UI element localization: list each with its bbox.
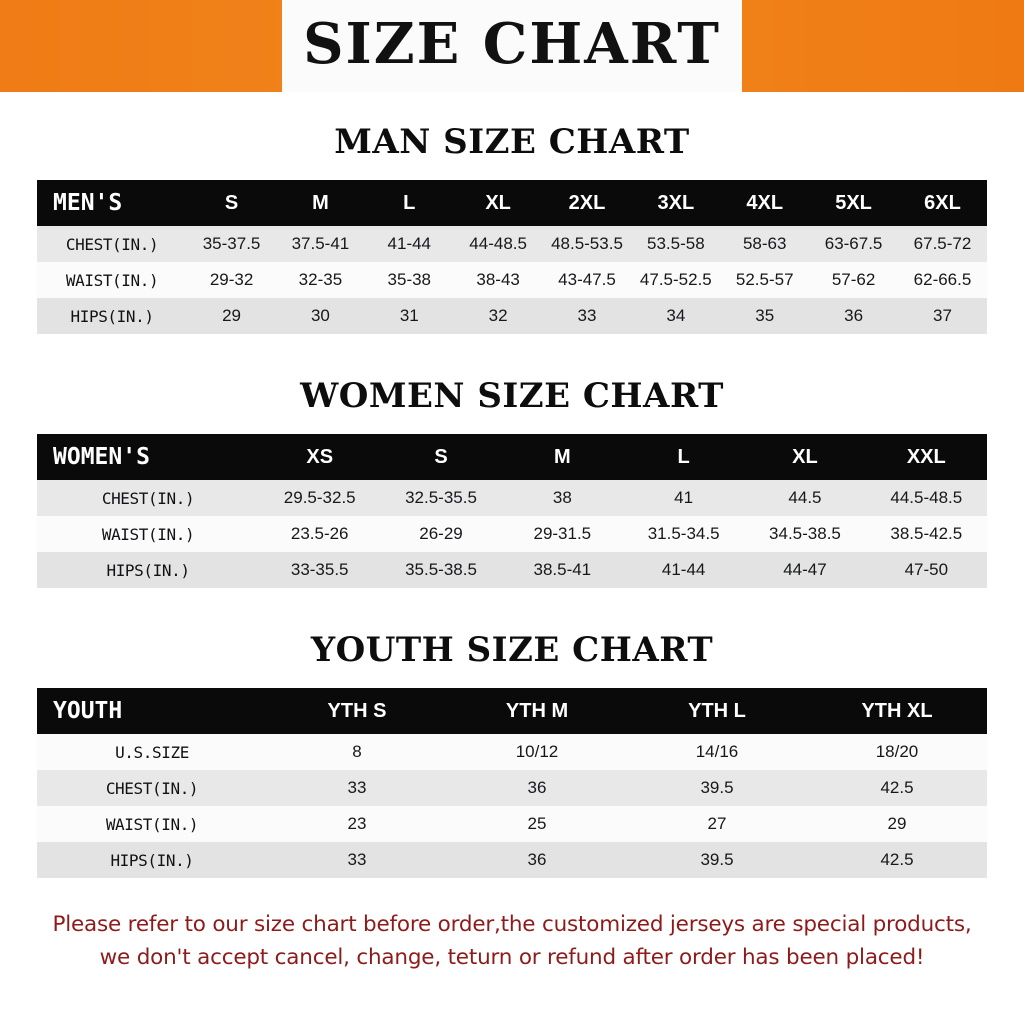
women-col-m: M <box>553 445 571 468</box>
table-cell: 29 <box>887 814 907 833</box>
table-row <box>37 552 987 588</box>
footer-line-1: Please refer to our size chart before order,the customized jerseys are special products, <box>52 912 972 937</box>
youth-row-label-hips: HIPS(IN.) <box>110 850 194 870</box>
table-cell: 30 <box>310 306 330 325</box>
men-col-l: L <box>403 191 416 214</box>
table-cell: 44-48.5 <box>469 234 527 253</box>
table-row <box>37 480 987 516</box>
table-cell: 33 <box>577 306 597 325</box>
table-cell: 36 <box>844 306 864 325</box>
men-row-label-waist: WAIST(IN.) <box>65 270 159 290</box>
table-cell: 25 <box>527 814 547 833</box>
table-cell: 32-35 <box>298 270 343 289</box>
table-cell: 31 <box>399 306 419 325</box>
men-row-label-chest: CHEST(IN.) <box>65 234 159 254</box>
table-cell: 37 <box>933 306 952 325</box>
table-cell: 10/12 <box>515 742 559 761</box>
header-banner <box>0 0 1024 92</box>
women-row-label-hips: HIPS(IN.) <box>106 560 190 580</box>
youth-size-table <box>37 688 987 878</box>
youth-row-label-waist: WAIST(IN.) <box>105 814 199 834</box>
men-col-6xl: 6XL <box>924 191 961 214</box>
table-cell: 33 <box>347 778 367 797</box>
table-cell: 35-38 <box>387 270 432 289</box>
table-cell: 63-67.5 <box>824 234 883 253</box>
table-cell: 29-32 <box>209 270 254 289</box>
men-col-xl: XL <box>485 191 511 214</box>
table-cell: 57-62 <box>831 270 876 289</box>
table-cell: 35-37.5 <box>202 234 261 253</box>
youth-row-label-ussize: U.S.SIZE <box>115 742 189 762</box>
women-col-l: L <box>677 445 690 468</box>
footer-disclaimer <box>32 908 992 975</box>
men-size-table-wrap <box>37 180 987 334</box>
youth-section-heading: YOUTH SIZE CHART <box>310 630 714 670</box>
page-title: SIZE CHART <box>303 11 721 77</box>
table-row <box>37 770 987 806</box>
table-header-row <box>37 688 987 734</box>
table-cell: 38 <box>552 488 572 507</box>
table-cell: 31.5-34.5 <box>647 524 720 543</box>
table-cell: 44-47 <box>783 560 827 579</box>
table-cell: 42.5 <box>880 850 914 869</box>
table-cell: 41-44 <box>387 234 432 253</box>
women-row-label-chest: CHEST(IN.) <box>101 488 195 508</box>
table-cell: 26-29 <box>419 524 463 543</box>
table-header-row <box>37 434 987 480</box>
table-cell: 29 <box>222 306 242 325</box>
table-cell: 29.5-32.5 <box>283 488 356 507</box>
women-size-table <box>37 434 987 588</box>
table-cell: 18/20 <box>875 742 919 761</box>
table-cell: 47.5-52.5 <box>639 270 712 289</box>
men-corner-label: MEN'S <box>53 190 123 216</box>
men-col-3xl: 3XL <box>657 191 695 214</box>
table-cell: 37.5-41 <box>291 234 350 253</box>
youth-col-m: YTH M <box>505 699 569 722</box>
men-col-2xl: 2XL <box>568 191 606 214</box>
table-cell: 42.5 <box>880 778 914 797</box>
table-cell: 44.5-48.5 <box>890 488 963 507</box>
youth-col-s: YTH S <box>327 699 387 722</box>
table-cell: 36 <box>527 778 547 797</box>
youth-col-xl: YTH XL <box>861 699 933 722</box>
table-cell: 44.5 <box>788 488 822 507</box>
table-cell: 33-35.5 <box>290 560 349 579</box>
women-size-table-wrap <box>37 434 987 588</box>
table-cell: 35 <box>755 306 775 325</box>
table-cell: 41 <box>674 488 694 507</box>
table-row <box>37 226 987 262</box>
table-cell: 23.5-26 <box>290 524 349 543</box>
table-cell: 52.5-57 <box>735 270 794 289</box>
youth-size-table-wrap <box>37 688 987 878</box>
table-row <box>37 806 987 842</box>
table-header-row <box>37 180 987 226</box>
table-row <box>37 262 987 298</box>
table-row <box>37 734 987 770</box>
table-row <box>37 842 987 878</box>
women-col-xs: XS <box>306 445 334 468</box>
women-col-xxl: XXL <box>906 445 946 468</box>
youth-row-label-chest: CHEST(IN.) <box>105 778 199 798</box>
table-cell: 62-66.5 <box>913 270 972 289</box>
women-section-heading: WOMEN SIZE CHART <box>300 376 724 416</box>
women-row-label-waist: WAIST(IN.) <box>101 524 195 544</box>
table-cell: 41-44 <box>661 560 706 579</box>
table-cell: 34.5-38.5 <box>769 524 841 543</box>
table-cell: 29-31.5 <box>533 524 592 543</box>
table-cell: 32 <box>488 306 508 325</box>
table-cell: 67.5-72 <box>913 234 972 253</box>
table-row <box>37 516 987 552</box>
men-col-4xl: 4XL <box>746 191 784 214</box>
table-cell: 23 <box>347 814 367 833</box>
footer-line-2: we don't accept cancel, change, teturn or refund after order has been placed! <box>99 945 925 971</box>
men-row-label-hips: HIPS(IN.) <box>70 306 154 326</box>
women-col-xl: XL <box>792 445 818 468</box>
table-cell: 34 <box>666 306 686 325</box>
table-cell: 58-63 <box>742 234 787 253</box>
table-cell: 47-50 <box>904 560 949 579</box>
table-cell: 35.5-38.5 <box>405 560 477 579</box>
men-col-s: S <box>224 191 239 214</box>
women-corner-label: WOMEN'S <box>53 444 150 470</box>
table-cell: 38.5-42.5 <box>890 524 963 543</box>
table-cell: 39.5 <box>700 778 734 797</box>
table-cell: 38.5-41 <box>533 560 592 579</box>
table-cell: 27 <box>707 814 727 833</box>
table-cell: 39.5 <box>700 850 734 869</box>
men-col-m: M <box>312 191 329 214</box>
table-cell: 33 <box>347 850 367 869</box>
table-cell: 14/16 <box>695 742 739 761</box>
table-cell: 43-47.5 <box>558 270 616 289</box>
men-size-table <box>37 180 987 334</box>
table-row <box>37 298 987 334</box>
women-col-s: S <box>434 445 448 468</box>
table-cell: 48.5-53.5 <box>551 234 623 253</box>
table-cell: 32.5-35.5 <box>405 488 477 507</box>
men-section-heading: MAN SIZE CHART <box>334 122 690 162</box>
youth-col-l: YTH L <box>688 699 746 722</box>
table-cell: 8 <box>352 742 362 761</box>
table-cell: 38-43 <box>476 270 520 289</box>
men-col-5xl: 5XL <box>835 191 872 214</box>
table-cell: 36 <box>527 850 547 869</box>
youth-corner-label: YOUTH <box>53 698 123 724</box>
header-banner-panel <box>282 0 742 92</box>
table-cell: 53.5-58 <box>647 234 705 253</box>
